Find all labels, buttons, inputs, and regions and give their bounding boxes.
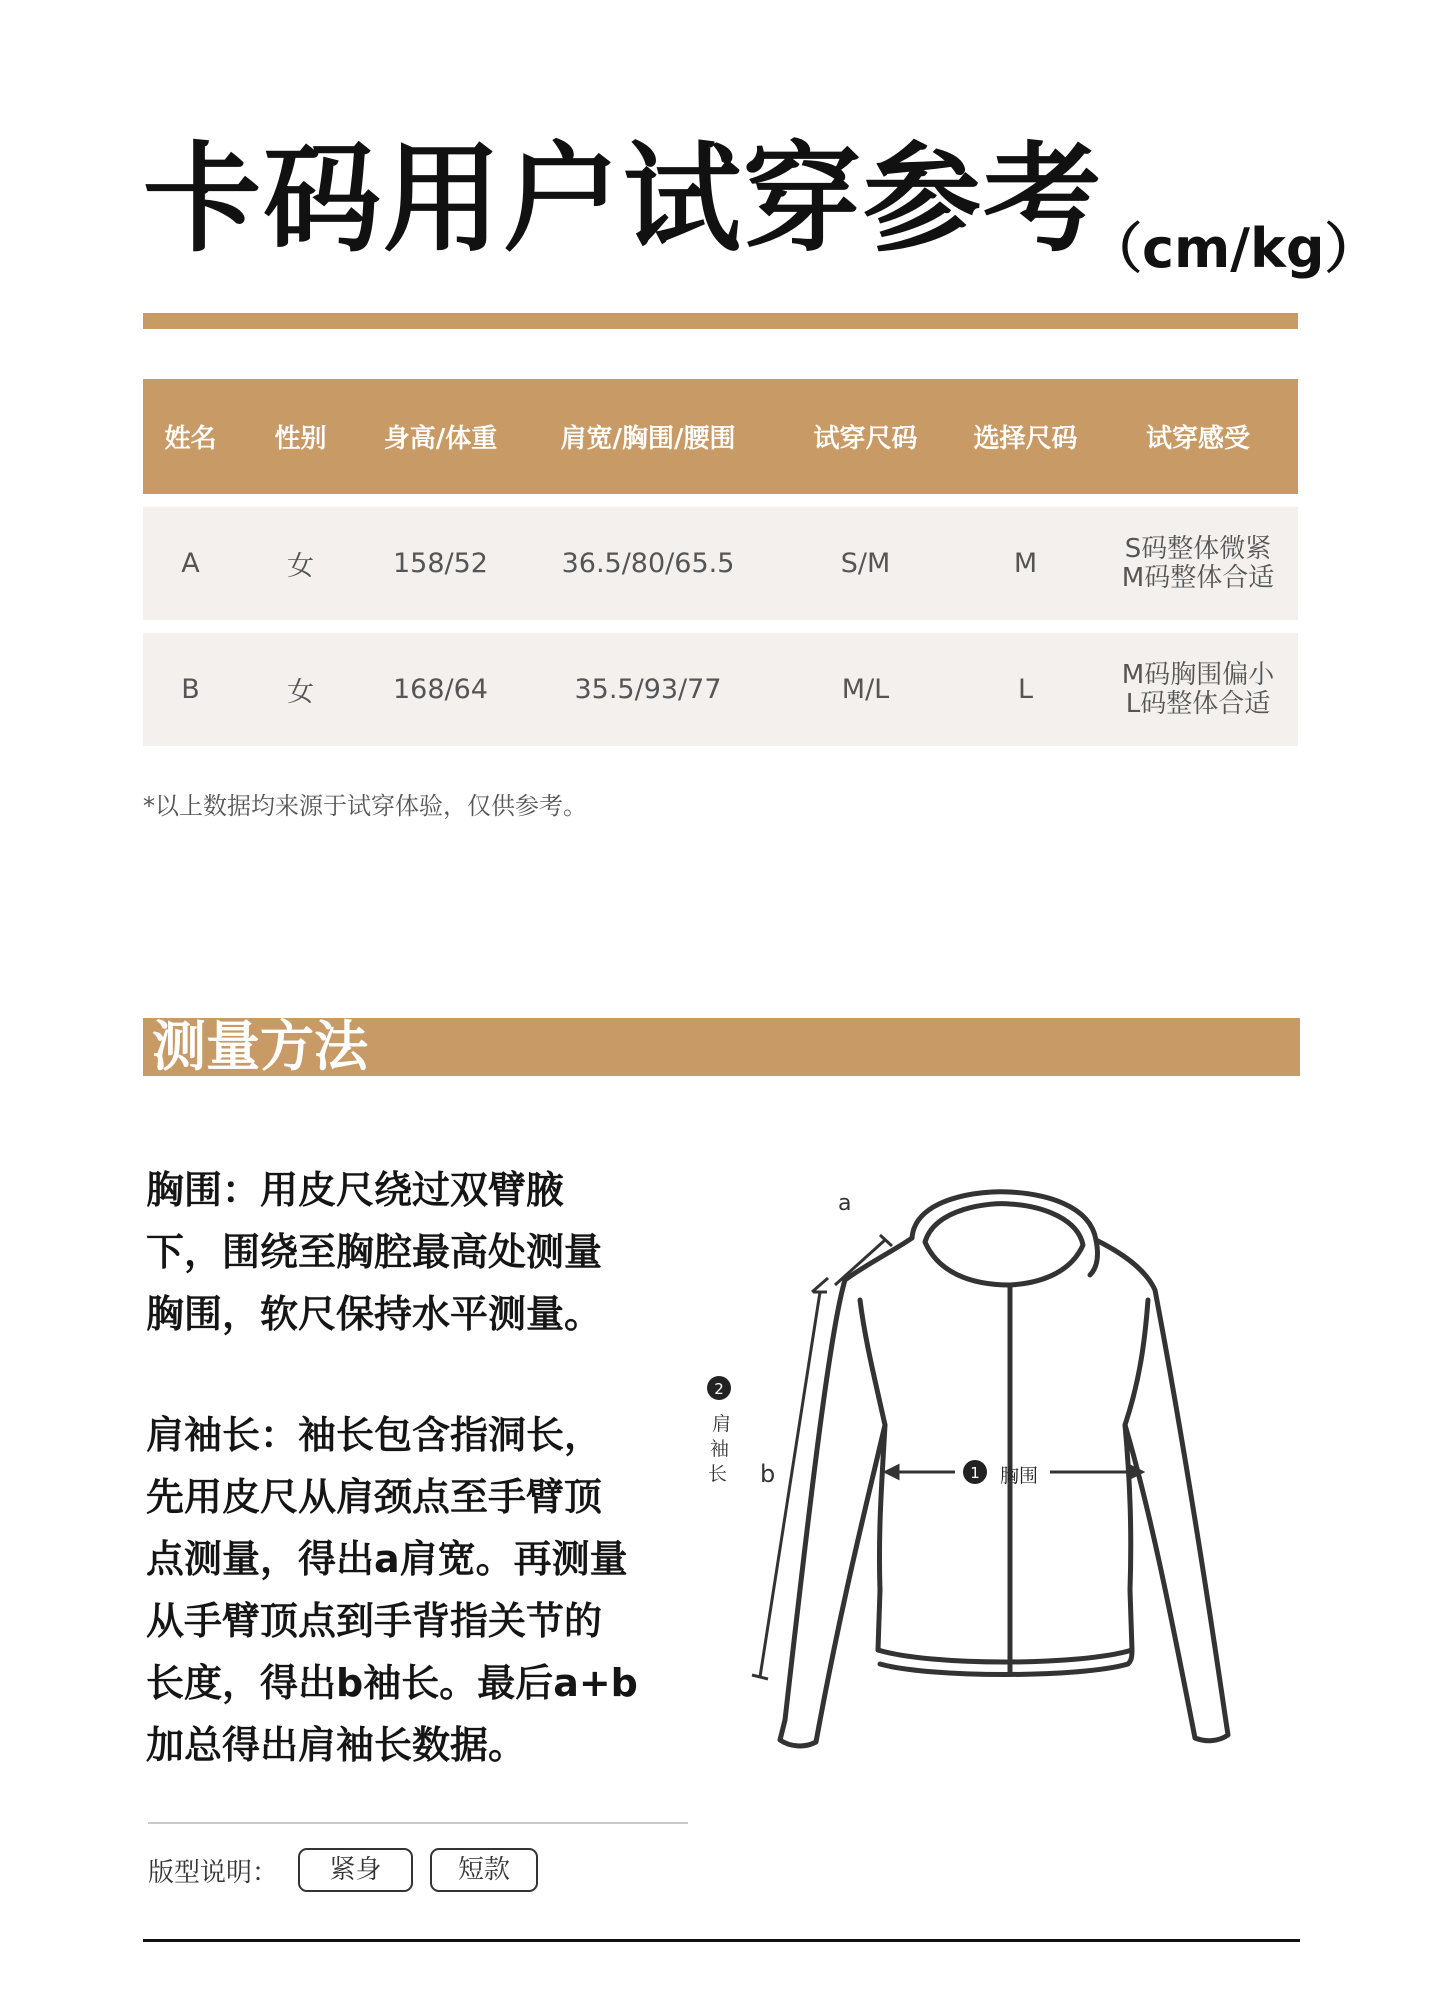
sleeve-label-char: 袖 [710,1438,730,1460]
feel-line: M码胸围偏小 [1121,659,1275,690]
cell-gender: 女 [287,677,314,708]
cell-height-weight: 158/52 [393,548,488,579]
sleeve-label-char: 肩 [712,1413,732,1435]
feel-line: M码整体合适 [1121,562,1275,593]
chest-label: 胸围 [1000,1465,1039,1487]
cell-tried-size: M/L [841,674,890,705]
col-header-height-weight: 身高/体重 [383,424,498,454]
label-a: a [838,1191,852,1216]
sleeve-label-char: 长 [708,1463,728,1485]
table-footnote: *以上数据均来源于试穿体验，仅供参考。 [143,792,587,820]
col-header-name: 姓名 [164,424,217,454]
fitting-reference-table [143,379,1298,746]
label-b: b [760,1460,776,1488]
sleeve-method-paragraph [146,1404,686,1776]
measurement-diagram [700,1180,1300,1770]
bottom-rule [143,1939,1300,1942]
cell-tried-size: S/M [840,548,891,579]
col-header-chosen-size: 选择尺码 [973,424,1078,454]
title-underline-bar [143,313,1298,329]
cell-name: A [181,548,200,579]
divider [148,1822,688,1824]
paragraph-line: 胸围：用皮尺绕过双臂腋 [146,1168,565,1212]
cell-gender: 女 [287,551,314,582]
cell-height-weight: 168/64 [393,674,488,705]
unit-label: （cm/kg） [1088,217,1379,280]
fit-tag-tight: 紧身 [298,1848,413,1892]
marker-1-text: 1 [970,1464,980,1482]
fit-label: 版型说明： [148,1858,279,1888]
page-title: 卡码用户试穿参考 [143,130,1104,268]
col-header-feel: 试穿感受 [1145,424,1250,454]
cell-feel [1098,661,1298,719]
fit-tag-short: 短款 [430,1848,538,1892]
cell-name: B [181,674,200,705]
cell-chosen-size: M [1013,548,1038,579]
paragraph-line: 点测量，得出a肩宽。再测量 [146,1537,628,1581]
paragraph-line: 先用皮尺从肩颈点至手臂顶 [146,1475,603,1519]
col-header-tried-size: 试穿尺码 [813,424,918,454]
paragraph-line: 从手臂顶点到手背指关节的 [146,1599,603,1643]
table-row [143,507,1298,620]
cell-measurements: 35.5/93/77 [574,674,722,705]
paragraph-line: 长度，得出b袖长。最后a+b [146,1661,638,1705]
paragraph-line: 下，围绕至胸腔最高处测量 [146,1230,603,1274]
section-title: 测量方法 [152,1015,368,1078]
paragraph-line: 加总得出肩袖长数据。 [146,1723,527,1767]
paragraph-line: 肩袖长：袖长包含指洞长， [146,1413,603,1457]
table-header [143,379,1298,494]
chest-method-paragraph [146,1159,686,1345]
feel-line: S码整体微紧 [1124,533,1272,564]
feel-line: L码整体合适 [1125,688,1271,719]
jacket-illustration [700,1180,1300,1770]
cell-measurements: 36.5/80/65.5 [561,548,735,579]
table-row [143,633,1298,746]
cell-feel [1098,535,1298,593]
cell-chosen-size: L [1017,674,1034,705]
paragraph-line: 胸围，软尺保持水平测量。 [146,1292,603,1336]
col-header-measurements: 肩宽/胸围/腰围 [560,424,736,454]
col-header-gender: 性别 [274,424,327,454]
marker-2-text: 2 [714,1380,724,1398]
